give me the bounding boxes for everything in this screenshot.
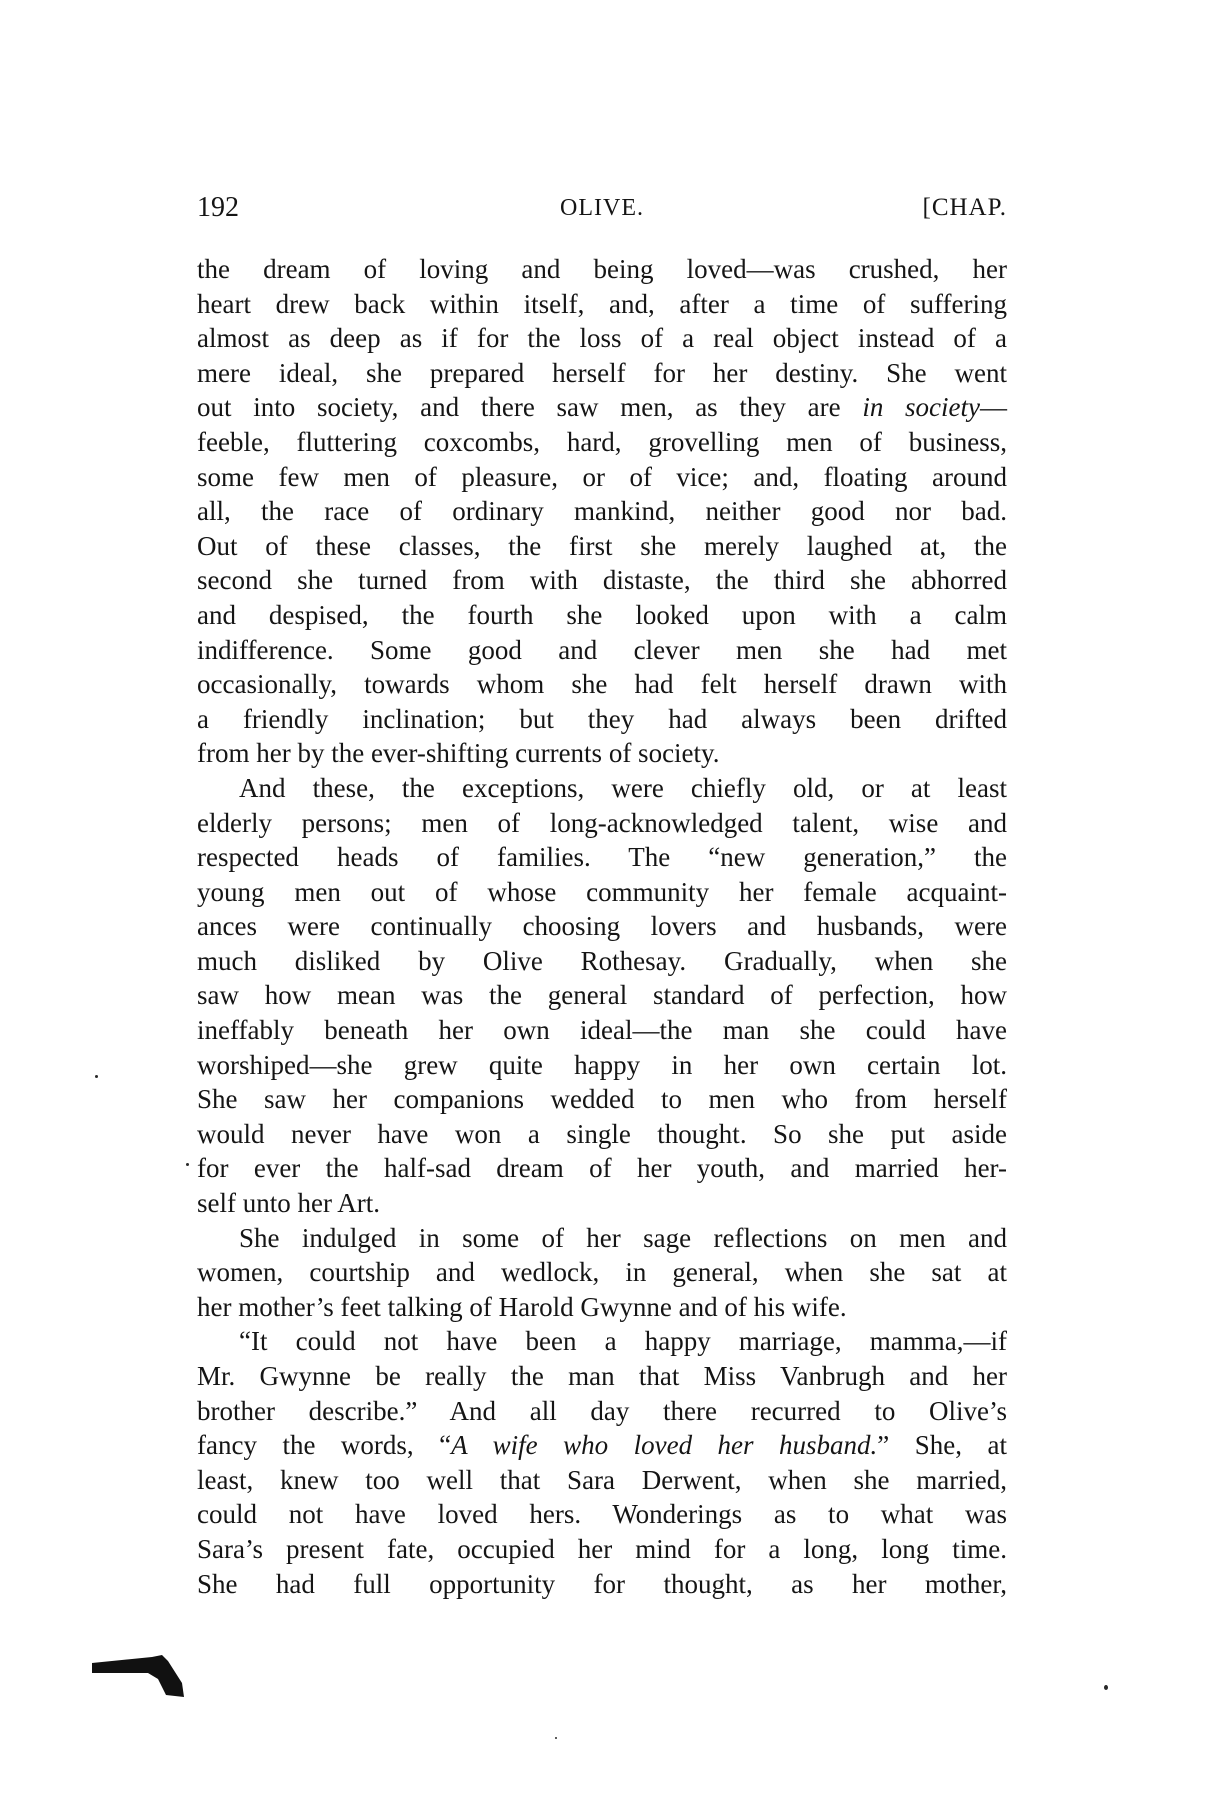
ink-speck (555, 1737, 557, 1739)
page-number: 192 (197, 192, 239, 223)
text-line: saw how mean was the general standard of perfection, how (197, 980, 1007, 1011)
text-line: would never have won a single thought. So she put aside (197, 1118, 1007, 1149)
text-line: And these, the exceptions, were chiefly old, or at least (239, 772, 1007, 803)
text-line: worshiped—she grew quite happy in her own certain lot. (197, 1049, 1007, 1080)
text-line: ances were continually choosing lovers and husbands, were (197, 911, 1007, 942)
text-line: all, the race of ordinary mankind, neither good nor bad. (197, 496, 1007, 527)
emphasis-text: A wife who loved her husband. (451, 1430, 878, 1461)
body-text (197, 252, 1007, 1601)
text-line: from her by the ever-shifting currents of society. (197, 738, 720, 769)
text-line: Sara’s present fate, occupied her mind for a long, long time. (197, 1533, 1007, 1564)
ink-speck (1104, 1685, 1108, 1690)
text-line: second she turned from with distaste, the third she abhorred (197, 565, 1007, 596)
running-title: OLIVE. (560, 195, 644, 221)
text-line: least, knew too well that Sara Derwent, when she married, (197, 1464, 1007, 1495)
text-line: fancy the words, “A wife who loved her husband.” She, at (197, 1430, 1007, 1461)
text-line: much disliked by Olive Rothesay. Gradually, when she (197, 945, 1007, 976)
text-line: young men out of whose community her female acquaint- (197, 876, 1007, 907)
text-line: her mother’s feet talking of Harold Gwynne and of his wife. (197, 1291, 847, 1322)
printer-pointer-mark (92, 1653, 188, 1697)
text-line: a friendly inclination; but they had always been drifted (197, 703, 1007, 734)
text-line: some few men of pleasure, or of vice; and, floating around (197, 461, 1007, 492)
text-line: out into society, and there saw men, as they are in society— (197, 392, 1007, 423)
text-line: elderly persons; men of long-acknowledged talent, wise and (197, 807, 1007, 838)
ink-speck (186, 1163, 189, 1166)
text-line: mere ideal, she prepared herself for her destiny. She went (197, 357, 1007, 388)
text-line: ineffably beneath her own ideal—the man she could have (197, 1015, 1007, 1046)
text-line: women, courtship and wedlock, in general, when she sat at (197, 1257, 1007, 1288)
text-line: Mr. Gwynne be really the man that Miss Vanbrugh and her (197, 1361, 1007, 1391)
text-line: “It could not have been a happy marriage, mamma,—if (239, 1326, 1007, 1357)
text-line: heart drew back within itself, and, after a time of suffering (197, 288, 1007, 319)
text-line: feeble, fluttering coxcombs, hard, grovelling men of business, (197, 426, 1007, 457)
ink-speck (95, 1075, 98, 1078)
text-line: respected heads of families. The “new generation,” the (197, 842, 1007, 873)
text-line: She saw her companions wedded to men who from herself (197, 1084, 1007, 1115)
page-header (197, 188, 1007, 228)
text-line: and despised, the fourth she looked upon with a calm (197, 599, 1007, 630)
text-line: almost as deep as if for the loss of a real object instead of a (197, 323, 1007, 354)
text-line: could not have loved hers. Wonderings as to what was (197, 1499, 1007, 1530)
text-line: the dream of loving and being loved—was crushed, her (197, 254, 1007, 284)
text-line: She indulged in some of her sage reflections on men and (239, 1222, 1007, 1253)
text-line: Out of these classes, the first she merely laughed at, the (197, 530, 1007, 561)
text-line: brother describe.” And all day there recurred to Olive’s (197, 1395, 1007, 1426)
text-line: for ever the half-sad dream of her youth, and married her- (197, 1153, 1007, 1184)
text-line: She had full opportunity for thought, as her mother, (197, 1568, 1007, 1599)
text-line: occasionally, towards whom she had felt herself drawn with (197, 669, 1007, 700)
text-line: self unto her Art. (197, 1188, 380, 1219)
emphasis-text: in society (862, 392, 980, 423)
text-line: indifference. Some good and clever men she had met (197, 634, 1007, 665)
chapter-label: [CHAP. (922, 194, 1007, 221)
